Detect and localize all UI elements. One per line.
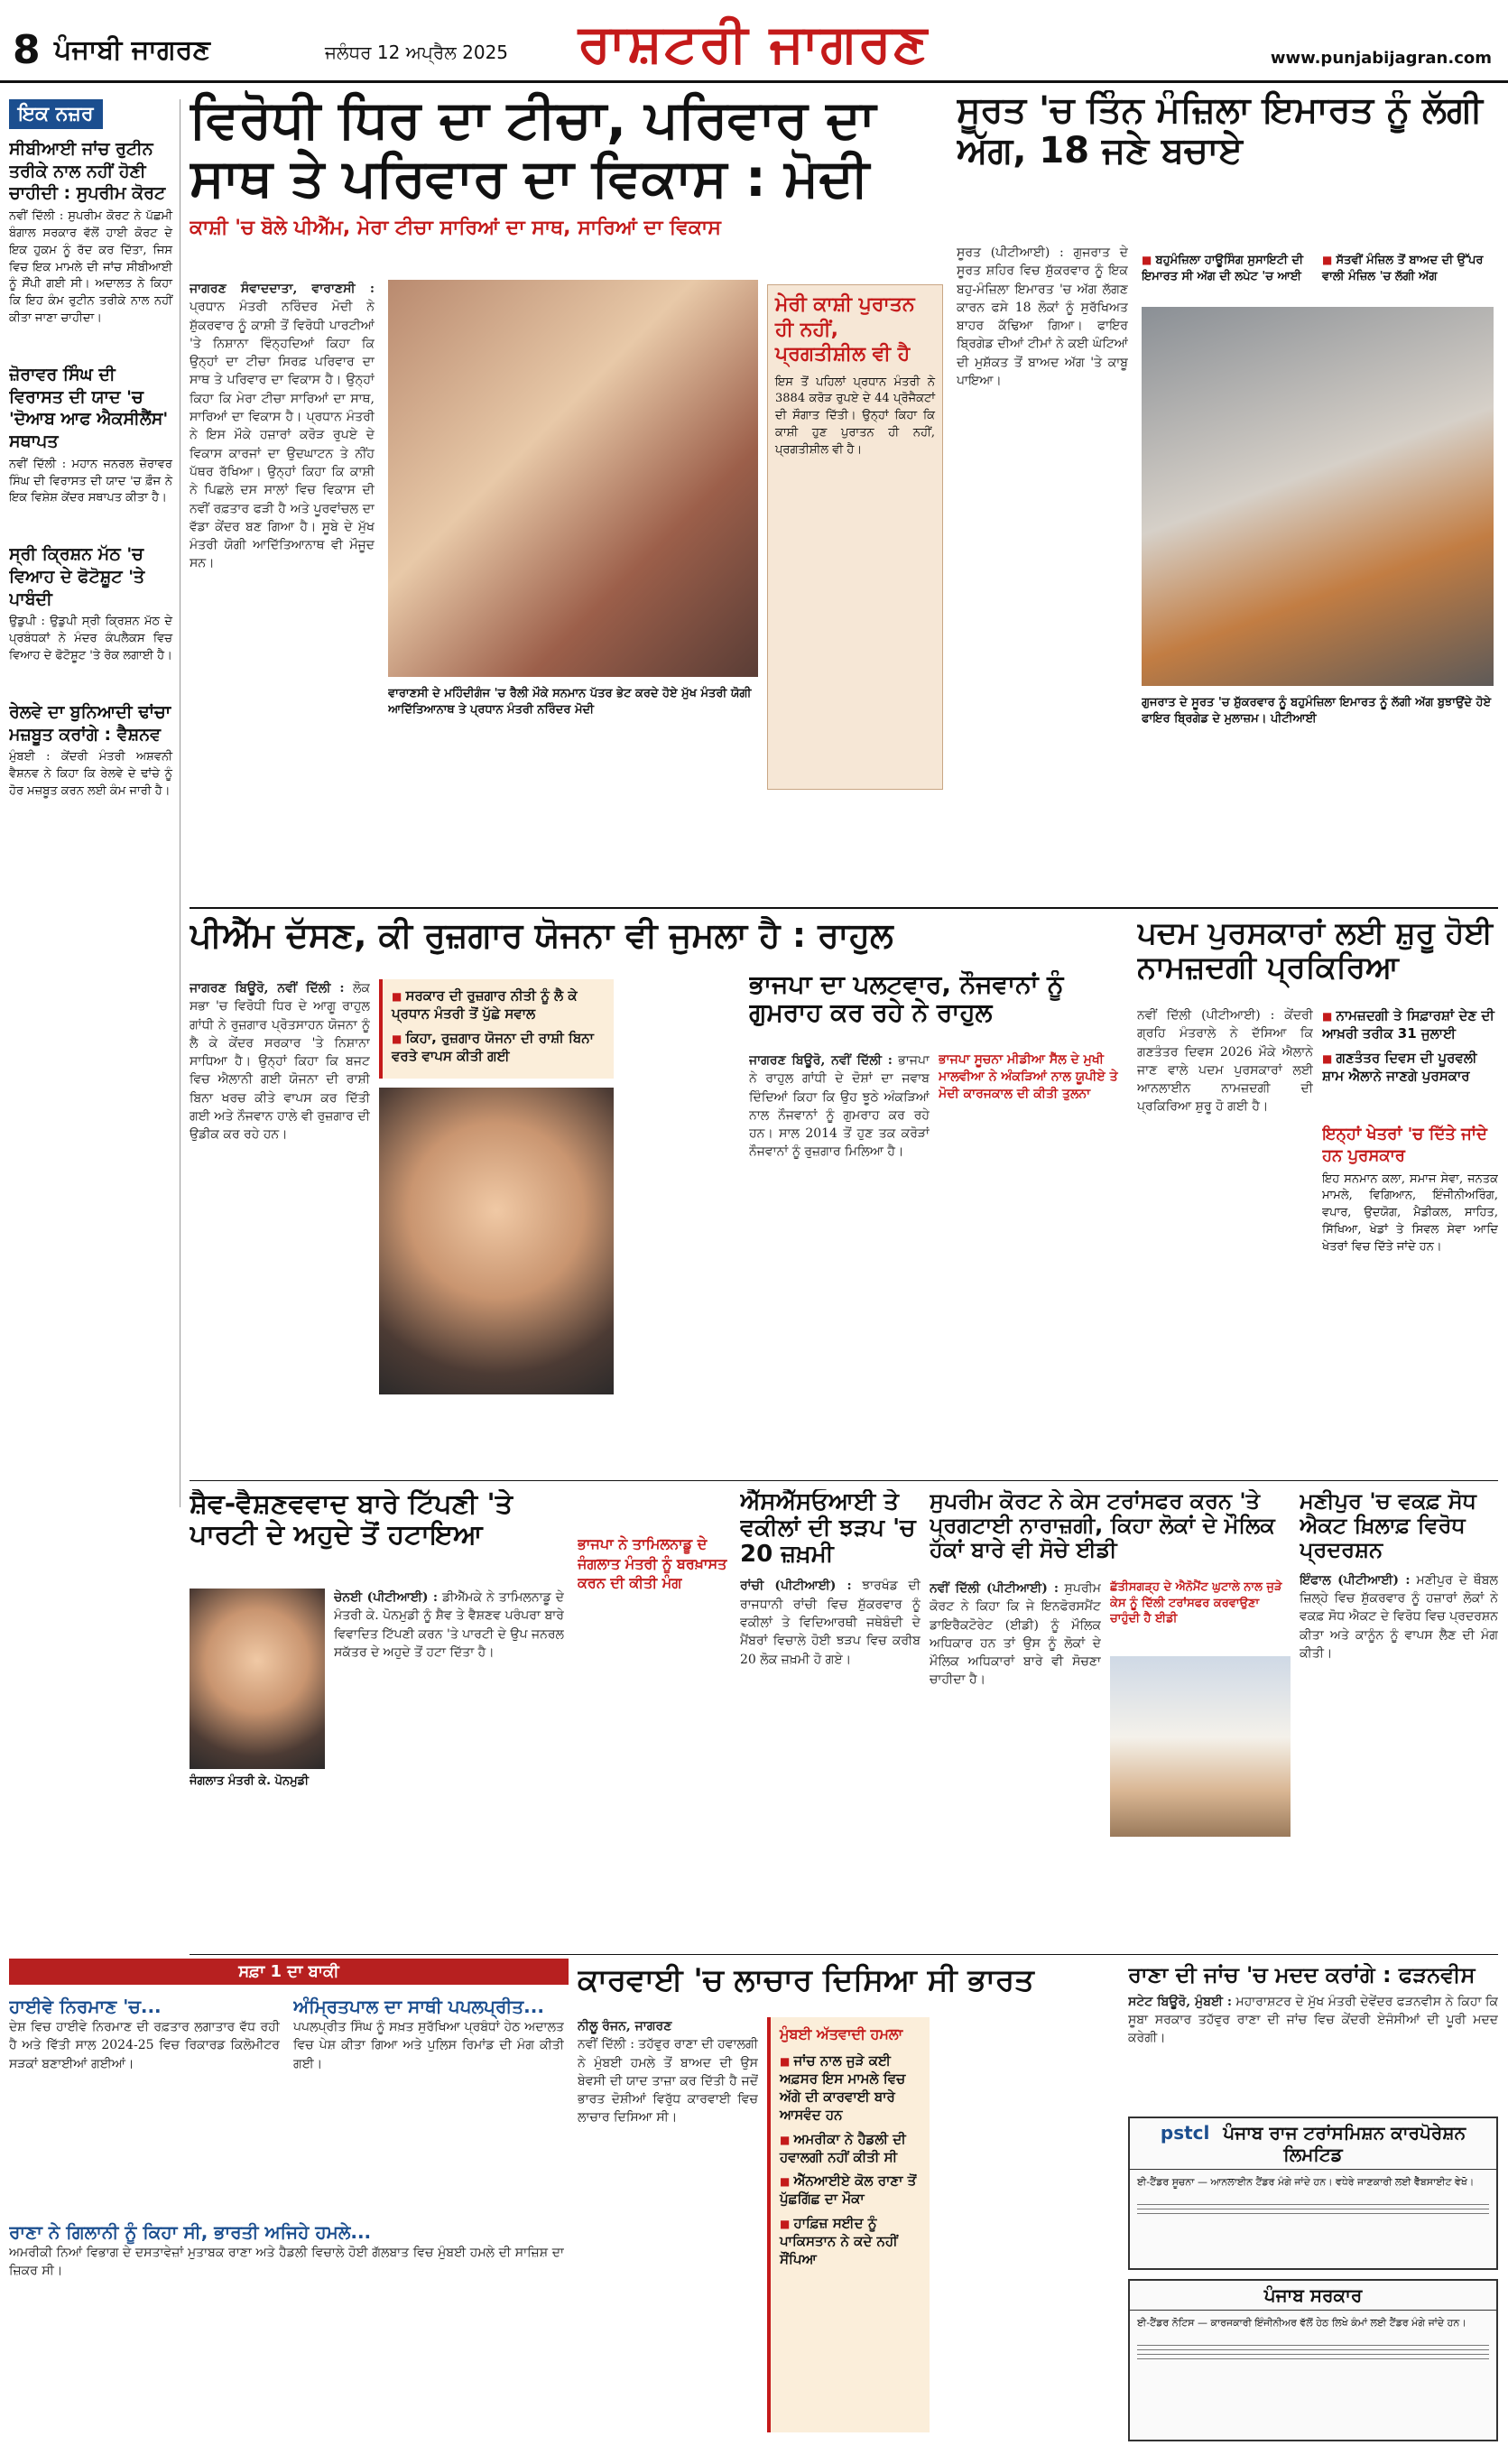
manipur-dateline: ਇੰਫਾਲ (ਪੀਟੀਆਈ) : xyxy=(1300,1572,1411,1588)
brief-item xyxy=(9,364,172,507)
fire-building-photo xyxy=(1142,307,1494,686)
edition-date: ਜਲੰਧਰ 12 ਅਪ੍ਰੈਲ 2025 xyxy=(325,42,509,63)
divider xyxy=(190,907,1498,909)
quote-box xyxy=(767,284,943,790)
rahul-bullet-2: ■ ਕਿਹਾ, ਰੁਜ਼ਗਾਰ ਯੋਜਨਾ ਦੀ ਰਾਸ਼ੀ ਬਿਨਾ ਵਰਤੇ ਵਾਪਸ ਕੀਤੀ ਗਈ xyxy=(392,1029,605,1066)
ed-body-text: ਸੁਪਰੀਮ ਕੋਰਟ ਨੇ ਕਿਹਾ ਕਿ ਜੇ ਇਨਫੋਰਸਮੈਂਟ ਡਾਇਰੈਕਟੋਰੇਟ (ਈਡੀ) ਨੂੰ ਮੌਲਿਕ ਅਧਿਕਾਰ ਹਨ ਤਾਂ ਉਸ ਨੂੰ ਲੋਕਾਂ ਦੇ ਮੌਲਿਕ ਅਧਿਕਾਰਾਂ ਬਾਰੇ ਵੀ ਸੋਚਣਾ ਚਾਹੀਦਾ ਹੈ। xyxy=(930,1581,1101,1688)
rahul-bullet-1: ■ ਸਰਕਾਰ ਦੀ ਰੁਜ਼ਗਾਰ ਨੀਤੀ ਨੂੰ ਲੈ ਕੇ ਪ੍ਰਧਾਨ ਮੰਤਰੀ ਤੋਂ ਪੁੱਛੇ ਸਵਾਲ xyxy=(392,987,605,1024)
ed-body xyxy=(930,1579,1101,1941)
ponmudi-caption: ਜੰਗਲਾਤ ਮੰਤਰੀ ਕੇ. ਪੋਨਮੁਡੀ xyxy=(190,1774,310,1788)
masthead xyxy=(0,0,1508,83)
brief-headline: ਰੇਲਵੇ ਦਾ ਬੁਨਿਆਦੀ ਢਾਂਚਾ ਮਜ਼ਬੂਤ ਕਰਾਂਗੇ : ਵੈਸ਼ਨਵ xyxy=(9,701,171,745)
ik-nazar-column xyxy=(9,99,180,1507)
sso-story xyxy=(740,1489,921,1950)
continued-item xyxy=(9,2220,564,2437)
manipur-headline: ਮਣੀਪੁਰ 'ਚ ਵਕਫ਼ ਸੋਧ ਐਕਟ ਖ਼ਿਲਾਫ਼ ਵਿਰੋਧ ਪ੍ਰਦਰਸ਼ਨ xyxy=(1300,1489,1476,1562)
brief-headline: ਸੀਬੀਆਈ ਜਾਂਚ ਰੁਟੀਨ ਤਰੀਕੇ ਨਾਲ ਨਹੀਂ ਹੋਣੀ ਚਾਹੀਦੀ : ਸੁਪਰੀਮ ਕੋਰਟ xyxy=(9,139,166,204)
ad-title xyxy=(1130,2118,1496,2170)
ad-title-2: ਪੰਜਾਬ ਸਰਕਾਰ xyxy=(1130,2281,1496,2311)
padma-headline: ਪਦਮ ਪੁਰਸਕਾਰਾਂ ਲਈ ਸ਼ੁਰੂ ਹੋਈ ਨਾਮਜ਼ਦਗੀ ਪ੍ਰਕਿਰਿਆ xyxy=(1137,916,1494,987)
brief-item xyxy=(9,543,172,665)
lead-dateline: ਜਾਗਰਣ ਸੰਵਾਦਦਾਤਾ, ਵਾਰਾਣਸੀ : xyxy=(190,282,375,296)
fire-label-2: ■ ਸੱਤਵੀਂ ਮੰਜ਼ਿਲ ਤੋਂ ਬਾਅਦ ਦੀ ਉੱਪਰ ਵਾਲੀ ਮੰਜ਼ਿਲ 'ਚ ਲੱਗੀ ਅੱਗ xyxy=(1322,253,1494,284)
shaiv-story xyxy=(190,1489,569,1950)
rahul-bullets xyxy=(379,979,614,1079)
rahul-photo xyxy=(379,1088,614,1394)
rebuttal-headline: ਭਾਜਪਾ ਦਾ ਪਲਟਵਾਰ, ਨੌਜਵਾਨਾਂ ਨੂੰ ਗੁਮਰਾਹ ਕਰ ਰਹੇ ਨੇ ਰਾਹੁਲ xyxy=(749,970,1064,1028)
govt-ad xyxy=(1128,2279,1498,2441)
continued-body: ਪਪਲਪ੍ਰੀਤ ਸਿੰਘ ਨੂੰ ਸਖ਼ਤ ਸੁਰੱਖਿਆ ਪ੍ਰਬੰਧਾਂ ਹੇਠ ਅਦਾਲਤ ਵਿਚ ਪੇਸ਼ ਕੀਤਾ ਗਿਆ ਅਤੇ ਪੁਲਿਸ ਰਿਮਾਂਡ ਦੀ ਮੰਗ ਕੀਤੀ ਗਈ। xyxy=(293,2020,564,2071)
ad-body-2: ਈ-ਟੈਂਡਰ ਨੋਟਿਸ — ਕਾਰਜਕਾਰੀ ਇੰਜੀਨੀਅਰ ਵੱਲੋਂ ਹੇਠ ਲਿਖੇ ਕੰਮਾਂ ਲਈ ਟੈਂਡਰ ਮੰਗੇ ਜਾਂਦੇ ਹਨ। xyxy=(1137,2317,1466,2329)
rebuttal-body-text: ਭਾਜਪਾ ਨੇ ਰਾਹੁਲ ਗਾਂਧੀ ਦੇ ਦੋਸ਼ਾਂ ਦਾ ਜਵਾਬ ਦਿੰਦਿਆਂ ਕਿਹਾ ਕਿ ਉਹ ਝੂਠੇ ਅੰਕੜਿਆਂ ਨਾਲ ਨੌਜਵਾਨਾਂ ਨੂੰ ਗੁਮਰਾਹ ਕਰ ਰਹੇ ਹਨ। ਸਾਲ 2014 ਤੋਂ ਹੁਣ ਤਕ ਕਰੋੜਾਂ ਨੌਜਵਾਨਾਂ ਨੂੰ ਰੁਜ਼ਗਾਰ ਮਿਲਿਆ ਹੈ। xyxy=(749,1053,930,1160)
lead-subhead: ਕਾਸ਼ੀ 'ਚ ਬੋਲੇ ਪੀਐੱਮ, ਮੇਰਾ ਟੀਚਾ ਸਾਰਿਆਂ ਦਾ ਸਾਥ, ਸਾਰਿਆਂ ਦਾ ਵਿਕਾਸ xyxy=(190,216,721,239)
fire-label-1: ■ ਬਹੁਮੰਜ਼ਿਲਾ ਹਾਊਸਿੰਗ ਸੁਸਾਇਟੀ ਦੀ ਇਮਾਰਤ ਸੀ ਅੱਗ ਦੀ ਲਪੇਟ 'ਚ ਆਈ xyxy=(1142,253,1313,284)
ed-photo-label: ਛੱਤੀਸਗੜ੍ਹ ਦੇ ਐਨੋਮੈਂਟ ਘੁਟਾਲੇ ਨਾਲ ਜੁੜੇ ਕੇਸ ਨੂੰ ਦਿੱਲੀ ਟਰਾਂਸਫਰ ਕਰਵਾਉਣਾ ਚਾਹੁੰਦੀ ਹੈ ਈਡੀ xyxy=(1110,1580,1282,1626)
mumbai-box-item: ■ ਅਮਰੀਕਾ ਨੇ ਹੈਡਲੀ ਦੀ ਹਵਾਲਗੀ ਨਹੀਂ ਕੀਤੀ ਸੀ xyxy=(780,2130,921,2167)
pstcl-ad xyxy=(1128,2117,1498,2270)
brand-small: ਪੰਜਾਬੀ ਜਾਗਰਣ xyxy=(54,34,210,66)
quote-body: ਇਸ ਤੋਂ ਪਹਿਲਾਂ ਪ੍ਰਧਾਨ ਮੰਤਰੀ ਨੇ 3884 ਕਰੋੜ ਰੁਪਏ ਦੇ 44 ਪ੍ਰੋਜੈਕਟਾਂ ਦੀ ਸੌਗਾਤ ਦਿੱਤੀ। ਉਨ੍ਹਾਂ ਕਿਹਾ ਕਿ ਕਾਸ਼ੀ ਹੁਣ ਪੁਰਾਤਨ ਹੀ ਨਹੀਂ, ਪ੍ਰਗਤੀਸ਼ੀਲ ਵੀ ਹੈ। xyxy=(775,375,935,457)
section-title: ਇਕ ਨਜ਼ਰ xyxy=(9,99,103,129)
ed-dateline: ਨਵੀਂ ਦਿੱਲੀ (ਪੀਟੀਆਈ) : xyxy=(930,1581,1059,1596)
padma-box-title: ਇਨ੍ਹਾਂ ਖੇਤਰਾਂ 'ਚ ਦਿੱਤੇ ਜਾਂਦੇ ਹਨ ਪੁਰਸਕਾਰ xyxy=(1322,1125,1487,1166)
brief-item xyxy=(9,138,172,328)
shaiv-side xyxy=(578,1534,731,1715)
continued-stories xyxy=(9,1995,569,2446)
mumbai-box-title: ਮੁੰਬਈ ਅੱਤਵਾਦੀ ਹਮਲਾ xyxy=(780,2025,903,2043)
padma-body: ਨਵੀਂ ਦਿੱਲੀ (ਪੀਟੀਆਈ) : ਕੇਂਦਰੀ ਗ੍ਰਹਿ ਮੰਤਰਾਲੇ ਨੇ ਦੱਸਿਆ ਕਿ ਗਣਤੰਤਰ ਦਿਵਸ 2026 ਮੌਕੇ ਐਲਾਨੇ ਜਾਣ ਵਾਲੇ ਪਦਮ ਪੁਰਸਕਾਰਾਂ ਲਈ ਆਨਲਾਈਨ ਨਾਮਜ਼ਦਗੀ ਦੀ ਪ੍ਰਕਿਰਿਆ ਸ਼ੁਰੂ ਹੋ ਗਈ ਹੈ। xyxy=(1137,1008,1313,1115)
rana-body xyxy=(1128,1993,1498,2048)
supreme-court-photo xyxy=(1110,1656,1291,1837)
continued-item xyxy=(293,1995,564,2211)
rahul-headline: ਪੀਐੱਮ ਦੱਸਣ, ਕੀ ਰੁਜ਼ਗਾਰ ਯੋਜਨਾ ਵੀ ਜੁਮਲਾ ਹੈ : ਰਾਹੁਲ xyxy=(190,916,893,955)
karwai-story xyxy=(578,1963,1119,2450)
padma-story xyxy=(1137,916,1498,1476)
continued-body: ਦੇਸ਼ ਵਿਚ ਹਾਈਵੇ ਨਿਰਮਾਣ ਦੀ ਰਫ਼ਤਾਰ ਲਗਾਤਾਰ ਵੱਧ ਰਹੀ ਹੈ ਅਤੇ ਵਿੱਤੀ ਸਾਲ 2024-25 ਵਿਚ ਰਿਕਾਰਡ ਕਿਲੋਮੀਟਰ ਸੜਕਾਂ ਬਣਾਈਆਂ ਗਈਆਂ। xyxy=(9,2020,280,2071)
rahul-body xyxy=(190,979,370,1467)
section-brand: ਰਾਸ਼ਟਰੀ ਜਾਗਰਣ xyxy=(578,13,930,74)
brief-item xyxy=(9,701,172,801)
manipur-body-text: ਮਣੀਪੁਰ ਦੇ ਥੌਬਲ ਜ਼ਿਲ੍ਹੇ ਵਿਚ ਸ਼ੁੱਕਰਵਾਰ ਨੂੰ ਹਜ਼ਾਰਾਂ ਲੋਕਾਂ ਨੇ ਵਕਫ਼ ਸੋਧ ਐਕਟ ਦੇ ਵਿਰੋਧ ਵਿਚ ਪ੍ਰਦਰਸ਼ਨ ਕੀਤਾ ਅਤੇ ਕਾਨੂੰਨ ਨੂੰ ਵਾਪਸ ਲੈਣ ਦੀ ਮੰਗ ਕੀਤੀ। xyxy=(1300,1572,1498,1661)
continued-band xyxy=(9,1959,569,1986)
ad-table-2 xyxy=(1130,2336,1496,2368)
rana-story xyxy=(1128,1963,1498,2107)
page-number: 8 xyxy=(13,27,41,73)
sso-body-text: ਝਾਰਖੰਡ ਦੀ ਰਾਜਧਾਨੀ ਰਾਂਚੀ ਵਿਚ ਸ਼ੁੱਕਰਵਾਰ ਨੂੰ ਵਕੀਲਾਂ ਤੇ ਵਿਦਿਆਰਥੀ ਜਥੇਬੰਦੀ ਦੇ ਮੈਂਬਰਾਂ ਵਿਚਾਲੇ ਹੋਈ ਝੜਪ ਵਿਚ ਕਰੀਬ 20 ਲੋਕ ਜ਼ਖ਼ਮੀ ਹੋ ਗਏ। xyxy=(740,1579,921,1667)
karwai-body-text: ਨਵੀਂ ਦਿੱਲੀ : ਤਹੱਵੁਰ ਰਾਣਾ ਦੀ ਹਵਾਲਗੀ ਨੇ ਮੁੰਬਈ ਹਮਲੇ ਤੋਂ ਬਾਅਦ ਦੀ ਉਸ ਬੇਵਸੀ ਦੀ ਯਾਦ ਤਾਜ਼ਾ ਕਰ ਦਿੱਤੀ ਹੈ ਜਦੋਂ ਭਾਰਤ ਦੋਸ਼ੀਆਂ ਵਿਰੁੱਧ ਕਾਰਵਾਈ ਵਿਚ ਲਾਚਾਰ ਦਿਸਿਆ ਸੀ। xyxy=(578,2037,758,2126)
continued-headline: ਰਾਣਾ ਨੇ ਗਿਲਾਨੀ ਨੂੰ ਕਿਹਾ ਸੀ, ਭਾਰਤੀ ਅਜਿਹੇ ਹਮਲੇ... xyxy=(9,2221,372,2243)
mumbai-box-item: ■ ਜਾਂਚ ਨਾਲ ਜੁੜੇ ਕਈ ਅਫ਼ਸਰ ਇਸ ਮਾਮਲੇ ਵਿਚ ਅੱਗੇ ਦੀ ਕਾਰਵਾਈ ਬਾਰੇ ਆਸਵੰਦ ਹਨ xyxy=(780,2052,921,2125)
lead-body xyxy=(190,280,375,785)
padma-bullet-2: ■ ਗਣਤੰਤਰ ਦਿਵਸ ਦੀ ਪੂਰਵਲੀ ਸ਼ਾਮ ਐਲਾਨੇ ਜਾਣਗੇ ਪੁਰਸਕਾਰ xyxy=(1322,1049,1498,1086)
rahul-dateline: ਜਾਗਰਣ ਬਿਊਰੋ, ਨਵੀਂ ਦਿੱਲੀ : xyxy=(190,981,345,996)
karwai-headline: ਕਾਰਵਾਈ 'ਚ ਲਾਚਾਰ ਦਿਸਿਆ ਸੀ ਭਾਰਤ xyxy=(578,1963,1034,1998)
sso-headline: ਐੱਸਐੱਸਓਆਈ ਤੇ ਵਕੀਲਾਂ ਦੀ ਝੜਪ 'ਚ 20 ਜ਼ਖ਼ਮੀ xyxy=(740,1489,916,1569)
mumbai-box-item: ■ ਐੱਨਆਈਏ ਕੋਲ ਰਾਣਾ ਤੋਂ ਪੁੱਛਗਿੱਛ ਦਾ ਮੌਕਾ xyxy=(780,2172,921,2209)
quote-title: ਮੇਰੀ ਕਾਸ਼ੀ ਪੁਰਾਤਨ ਹੀ ਨਹੀਂ, ਪ੍ਰਗਤੀਸ਼ੀਲ ਵੀ ਹੈ xyxy=(775,293,915,366)
site-url[interactable]: www.punjabijagran.com xyxy=(1270,49,1492,68)
ed-story xyxy=(930,1489,1291,1950)
brief-body: ਉਡੁਪੀ : ਉਡੁਪੀ ਸ੍ਰੀ ਕ੍ਰਿਸ਼ਨ ਮੱਠ ਦੇ ਪ੍ਰਬੰਧਕਾਂ ਨੇ ਮੰਦਰ ਕੰਪਲੈਕਸ ਵਿਚ ਵਿਆਹ ਦੇ ਫੋਟੋਸ਼ੂਟ 'ਤੇ ਰੋਕ ਲਗਾਈ ਹੈ। xyxy=(9,615,172,662)
padma-bullets xyxy=(1322,1006,1498,1115)
fire-body: ਸੂਰਤ (ਪੀਟੀਆਈ) : ਗੁਜਰਾਤ ਦੇ ਸੂਰਤ ਸ਼ਹਿਰ ਵਿਚ ਸ਼ੁੱਕਰਵਾਰ ਨੂੰ ਇਕ ਬਹੁ-ਮੰਜ਼ਿਲਾ ਇਮਾਰਤ 'ਚ ਅੱਗ ਲੱਗਣ ਕਾਰਨ ਫਸੇ 18 ਲੋਕਾਂ ਨੂੰ ਸੁਰੱਖਿਅਤ ਬਾਹਰ ਕੱਢਿਆ ਗਿਆ। ਫਾਇਰ ਬ੍ਰਿਗੇਡ ਦੀਆਂ ਟੀਮਾਂ ਨੇ ਕਈ ਘੰਟਿਆਂ ਦੀ ਮੁਸ਼ੱਕਤ ਤੋਂ ਬਾਅਦ ਅੱਗ 'ਤੇ ਕਾਬੂ ਪਾਇਆ। xyxy=(957,245,1128,389)
padma-box xyxy=(1322,1124,1498,1358)
brief-headline: ਸ੍ਰੀ ਕ੍ਰਿਸ਼ਨ ਮੱਠ 'ਚ ਵਿਆਹ ਦੇ ਫੋਟੋਸ਼ੂਟ 'ਤੇ ਪਾਬੰਦੀ xyxy=(9,544,145,609)
continued-body: ਅਮਰੀਕੀ ਨਿਆਂ ਵਿਭਾਗ ਦੇ ਦਸਤਾਵੇਜ਼ਾਂ ਮੁਤਾਬਕ ਰਾਣਾ ਅਤੇ ਹੈਡਲੀ ਵਿਚਾਲੇ ਹੋਈ ਗੱਲਬਾਤ ਵਿਚ ਮੁੰਬਈ ਹਮਲੇ ਦੀ ਸਾਜ਼ਿਸ਼ ਦਾ ਜ਼ਿਕਰ ਸੀ। xyxy=(9,2246,564,2279)
continued-headline: ਹਾਈਵੇ ਨਿਰਮਾਣ 'ਚ... xyxy=(9,1996,162,2017)
rana-headline: ਰਾਣਾ ਦੀ ਜਾਂਚ 'ਚ ਮਦਦ ਕਰਾਂਗੇ : ਫੜਨਵੀਸ xyxy=(1128,1963,1476,1987)
shaiv-body xyxy=(334,1589,564,1941)
lead-headline: ਵਿਰੋਧੀ ਧਿਰ ਦਾ ਟੀਚਾ, ਪਰਿਵਾਰ ਦਾ ਸਾਥ ਤੇ ਪਰਿਵਾਰ ਦਾ ਵਿਕਾਸ : ਮੋਦੀ xyxy=(190,90,876,208)
fire-story xyxy=(957,90,1498,866)
fire-labels xyxy=(1142,253,1494,298)
mumbai-box-item: ■ ਹਾਫ਼ਿਜ਼ ਸਈਦ ਨੂੰ ਪਾਕਿਸਤਾਨ ਨੇ ਕਦੇ ਨਹੀਂ ਸੌਂਪਿਆ xyxy=(780,2214,921,2269)
rana-body-text: ਮਹਾਰਾਸ਼ਟਰ ਦੇ ਮੁੱਖ ਮੰਤਰੀ ਦੇਵੇਂਦਰ ਫੜਨਵੀਸ ਨੇ ਕਿਹਾ ਕਿ ਸੂਬਾ ਸਰਕਾਰ ਤਹੱਵੁਰ ਰਾਣਾ ਦੀ ਜਾਂਚ ਵਿਚ ਕੇਂਦਰੀ ਏਜੰਸੀਆਂ ਦੀ ਪੂਰੀ ਮਦਦ ਕਰੇਗੀ। xyxy=(1128,1994,1498,2046)
rebuttal-body xyxy=(749,1051,930,1467)
rebuttal-dateline: ਜਾਗਰਣ ਬਿਊਰੋ, ਨਵੀਂ ਦਿੱਲੀ : xyxy=(749,1053,893,1068)
karwai-body xyxy=(578,2017,758,2441)
divider xyxy=(190,1954,1498,1955)
padma-box-body: ਇਹ ਸਨਮਾਨ ਕਲਾ, ਸਮਾਜ ਸੇਵਾ, ਜਨਤਕ ਮਾਮਲੇ, ਵਿਗਿਆਨ, ਇੰਜੀਨੀਅਰਿੰਗ, ਵਪਾਰ, ਉਦਯੋਗ, ਮੈਡੀਕਲ, ਸਾਹਿਤ, ਸਿੱਖਿਆ, ਖੇਡਾਂ ਤੇ ਸਿਵਲ ਸੇਵਾ ਆਦਿ ਖੇਤਰਾਂ ਵਿਚ ਦਿੱਤੇ ਜਾਂਦੇ ਹਨ। xyxy=(1322,1172,1498,1254)
bjp-rebuttal xyxy=(749,970,1128,1476)
padma-bullet-1: ■ ਨਾਮਜ਼ਦਗੀ ਤੇ ਸਿਫ਼ਾਰਸ਼ਾਂ ਦੇਣ ਦੀ ਆਖ਼ਰੀ ਤਰੀਕ 31 ਜੁਲਾਈ xyxy=(1322,1006,1498,1043)
ponmudi-photo xyxy=(190,1589,325,1769)
manipur-body xyxy=(1300,1571,1498,1663)
continued-label: ਸਫ਼ਾ 1 ਦਾ ਬਾਕੀ xyxy=(9,1959,569,1985)
shaiv-headline: ਸ਼ੈਵ-ਵੈਸ਼ਣਵਵਾਦ ਬਾਰੇ ਟਿੱਪਣੀ 'ਤੇ ਪਾਰਟੀ ਦੇ ਅਹੁਦੇ ਤੋਂ ਹਟਾਇਆ xyxy=(190,1489,513,1551)
ed-headline: ਸੁਪਰੀਮ ਕੋਰਟ ਨੇ ਕੇਸ ਟਰਾਂਸਫਰ ਕਰਨ 'ਤੇ ਪ੍ਰਗਟਾਈ ਨਾਰਾਜ਼ਗੀ, ਕਿਹਾ ਲੋਕਾਂ ਦੇ ਮੌਲਿਕ ਹੱਕਾਂ ਬਾਰੇ ਵੀ ਸੋਚੇ ਈਡੀ xyxy=(930,1489,1275,1562)
brief-body: ਨਵੀਂ ਦਿੱਲੀ : ਸੁਪਰੀਮ ਕੋਰਟ ਨੇ ਪੱਛਮੀ ਬੰਗਾਲ ਸਰਕਾਰ ਵੱਲੋਂ ਹਾਈ ਕੋਰਟ ਦੇ ਇਕ ਹੁਕਮ ਨੂੰ ਰੱਦ ਕਰ ਦਿੱਤਾ, ਜਿਸ ਵਿਚ ਇਕ ਮਾਮਲੇ ਦੀ ਜਾਂਚ ਸੀਬੀਆਈ ਨੂੰ ਸੌਂਪੀ ਗਈ ਸੀ। ਅਦਾਲਤ ਨੇ ਕਿਹਾ ਕਿ ਇਹ ਕੰਮ ਰੁਟੀਨ ਤਰੀਕੇ ਨਾਲ ਨਹੀਂ ਕੀਤਾ ਜਾਣਾ ਚਾਹੀਦਾ। xyxy=(9,209,172,326)
fire-headline: ਸੂਰਤ 'ਚ ਤਿੰਨ ਮੰਜ਼ਿਲਾ ਇਮਾਰਤ ਨੂੰ ਲੱਗੀ ਅੱਗ, 18 ਜਣੇ ਬਚਾਏ xyxy=(957,90,1483,171)
brief-headline: ਜ਼ੋਰਾਵਰ ਸਿੰਘ ਦੀ ਵਿਰਾਸਤ ਦੀ ਯਾਦ 'ਚ 'ਦੋਆਬ ਆਫ ਐਕਸੀਲੈਂਸ' ਸਥਾਪਤ xyxy=(9,364,169,452)
continued-item xyxy=(9,1995,280,2211)
shaiv-body-text: ਡੀਐੱਮਕੇ ਨੇ ਤਾਮਿਲਨਾਡੂ ਦੇ ਮੰਤਰੀ ਕੇ. ਪੋਨਮੁਡੀ ਨੂੰ ਸ਼ੈਵ ਤੇ ਵੈਸ਼ਣਵ ਪਰੰਪਰਾ ਬਾਰੇ ਵਿਵਾਦਿਤ ਟਿੱਪਣੀ ਕਰਨ 'ਤੇ ਪਾਰਟੀ ਦੇ ਉਪ ਜਨਰਲ ਸਕੱਤਰ ਦੇ ਅਹੁਦੇ ਤੋਂ ਹਟਾ ਦਿੱਤਾ ਹੈ। xyxy=(334,1590,564,1660)
ad-table xyxy=(1130,2195,1496,2223)
manipur-story xyxy=(1300,1489,1498,1950)
sso-body xyxy=(740,1577,921,1668)
continued-headline: ਅੰਮ੍ਰਿਤਪਾਲ ਦਾ ਸਾਥੀ ਪਪਲਪ੍ਰੀਤ... xyxy=(293,1996,544,2017)
sso-dateline: ਰਾਂਚੀ (ਪੀਟੀਆਈ) : xyxy=(740,1579,852,1594)
ad-logo: pstcl xyxy=(1160,2122,1210,2144)
fire-photo-caption: ਗੁਜਰਾਤ ਦੇ ਸੂਰਤ 'ਚ ਸ਼ੁੱਕਰਵਾਰ ਨੂੰ ਬਹੁਮੰਜ਼ਿਲਾ ਇਮਾਰਤ ਨੂੰ ਲੱਗੀ ਅੱਗ ਬੁਝਾਉਂਦੇ ਹੋਏ ਫਾਇਰ ਬ੍ਰਿਗੇਡ ਦੇ ਮੁਲਾਜ਼ਮ। ਪੀਟੀਆਈ xyxy=(1142,696,1492,727)
ad-title-text: ਪੰਜਾਬ ਰਾਜ ਟਰਾਂਸਮਿਸ਼ਨ ਕਾਰਪੋਰੇਸ਼ਨ ਲਿਮਟਿਡ xyxy=(1223,2122,1466,2165)
divider xyxy=(190,1480,1498,1481)
rahul-body-text: ਲੋਕ ਸਭਾ 'ਚ ਵਿਰੋਧੀ ਧਿਰ ਦੇ ਆਗੂ ਰਾਹੁਲ ਗਾਂਧੀ ਨੇ ਰੁਜ਼ਗਾਰ ਪ੍ਰੋਤਸਾਹਨ ਯੋਜਨਾ ਨੂੰ ਲੈ ਕੇ ਕੇਂਦਰ ਸਰਕਾਰ 'ਤੇ ਨਿਸ਼ਾਨਾ ਸਾਧਿਆ ਹੈ। ਉਨ੍ਹਾਂ ਕਿਹਾ ਕਿ ਬਜਟ ਵਿਚ ਐਲਾਨੀ ਗਈ ਯੋਜਨਾ ਦੀ ਰਾਸ਼ੀ ਬਿਨਾ ਖਰਚ ਕੀਤੇ ਵਾਪਸ ਕਰ ਦਿੱਤੀ ਗਈ ਅਤੇ ਨੌਜਵਾਨ ਹਾਲੇ ਵੀ ਰੁਜ਼ਗਾਰ ਦੀ ਉਡੀਕ ਕਰ ਰਹੇ ਹਨ। xyxy=(190,981,370,1143)
brief-body: ਨਵੀਂ ਦਿੱਲੀ : ਮਹਾਨ ਜਨਰਲ ਜ਼ੋਰਾਵਰ ਸਿੰਘ ਦੀ ਵਿਰਾਸਤ ਦੀ ਯਾਦ 'ਚ ਫ਼ੌਜ ਨੇ ਇਕ ਵਿਸ਼ੇਸ਼ ਕੇਂਦਰ ਸਥਾਪਤ ਕੀਤਾ ਹੈ। xyxy=(9,457,172,505)
shaiv-dateline: ਚੇਨਈ (ਪੀਟੀਆਈ) : xyxy=(334,1590,439,1605)
karwai-dateline: ਨੀਲੂ ਰੰਜਨ, ਜਾਗਰਣ xyxy=(578,2019,672,2033)
rebuttal-bullet: ਭਾਜਪਾ ਸੂਚਨਾ ਮੀਡੀਆ ਸੈੱਲ ਦੇ ਮੁਖੀ ਮਾਲਵੀਆ ਨੇ ਅੰਕੜਿਆਂ ਨਾਲ ਯੂਪੀਏ ਤੇ ਮੋਦੀ ਕਾਰਜਕਾਲ ਦੀ ਕੀਤੀ ਤੁਲਨਾ xyxy=(939,1052,1118,1101)
modi-rally-photo xyxy=(388,280,758,677)
lead-body-text: ਪ੍ਰਧਾਨ ਮੰਤਰੀ ਨਰਿੰਦਰ ਮੋਦੀ ਨੇ ਸ਼ੁੱਕਰਵਾਰ ਨੂੰ ਕਾਸ਼ੀ ਤੋਂ ਵਿਰੋਧੀ ਪਾਰਟੀਆਂ 'ਤੇ ਨਿਸ਼ਾਨਾ ਵਿੰਨ੍ਹਦਿਆਂ ਕਿਹਾ ਕਿ ਉਨ੍ਹਾਂ ਦਾ ਟੀਚਾ ਸਿਰਫ਼ ਪਰਿਵਾਰ ਦਾ ਸਾਥ ਤੇ ਪਰਿਵਾਰ ਦਾ ਵਿਕਾਸ ਹੈ। ਉਨ੍ਹਾਂ ਕਿਹਾ ਕਿ ਮੇਰਾ ਟੀਚਾ ਸਾਰਿਆਂ ਦਾ ਸਾਥ, ਸਾਰਿਆਂ ਦਾ ਵਿਕਾਸ ਹੈ। ਪ੍ਰਧਾਨ ਮੰਤਰੀ ਨੇ ਇਸ ਮੌਕੇ ਹਜ਼ਾਰਾਂ ਕਰੋੜ ਰੁਪਏ ਦੇ ਵਿਕਾਸ ਕਾਰਜਾਂ ਦਾ ਉਦਘਾਟਨ ਤੇ ਨੀਂਹ ਪੱਥਰ ਰੱਖਿਆ। ਉਨ੍ਹਾਂ ਕਿਹਾ ਕਿ ਕਾਸ਼ੀ ਨੇ ਪਿਛਲੇ ਦਸ ਸਾਲਾਂ ਵਿਚ ਵਿਕਾਸ ਦੀ ਨਵੀਂ ਰਫ਼ਤਾਰ ਫੜੀ ਹੈ ਅਤੇ ਪੂਰਵਾਂਚਲ ਦਾ ਵੱਡਾ ਕੇਂਦਰ ਬਣ ਗਿਆ ਹੈ। ਸੂਬੇ ਦੇ ਮੁੱਖ ਮੰਤਰੀ ਯੋਗੀ ਆਦਿੱਤਿਆਨਾਥ ਵੀ ਮੌਜੂਦ ਸਨ। xyxy=(190,300,375,571)
shaiv-side-head: ਭਾਜਪਾ ਨੇ ਤਾਮਿਲਨਾਡੂ ਦੇ ਜੰਗਲਾਤ ਮੰਤਰੀ ਨੂੰ ਬਰਖ਼ਾਸਤ ਕਰਨ ਦੀ ਕੀਤੀ ਮੰਗ xyxy=(578,1535,727,1592)
brief-body: ਮੁੰਬਈ : ਕੇਂਦਰੀ ਮੰਤਰੀ ਅਸ਼ਵਨੀ ਵੈਸ਼ਨਵ ਨੇ ਕਿਹਾ ਕਿ ਰੇਲਵੇ ਦੇ ਢਾਂਚੇ ਨੂੰ ਹੋਰ ਮਜ਼ਬੂਤ ਕਰਨ ਲਈ ਕੰਮ ਜਾਰੀ ਹੈ। xyxy=(9,750,172,798)
ad-body: ਈ-ਟੈਂਡਰ ਸੂਚਨਾ — ਆਨਲਾਈਨ ਟੈਂਡਰ ਮੰਗੇ ਜਾਂਦੇ ਹਨ। ਵਧੇਰੇ ਜਾਣਕਾਰੀ ਲਈ ਵੈੱਬਸਾਈਟ ਵੇਖੋ। xyxy=(1137,2176,1475,2188)
lead-story xyxy=(190,90,948,903)
lead-photo-caption: ਵਾਰਾਣਸੀ ਦੇ ਮਹਿੰਦੀਗੰਜ 'ਚ ਰੈਲੀ ਮੌਕੇ ਸਨਮਾਨ ਪੱਤਰ ਭੇਟ ਕਰਦੇ ਹੋਏ ਮੁੱਖ ਮੰਤਰੀ ਯੋਗੀ ਆਦਿੱਤਿਆਨਾਥ ਤੇ ਪ੍ਰਧਾਨ ਮੰਤਰੀ ਨਰਿੰਦਰ ਮੋਦੀ xyxy=(388,687,752,718)
mumbai-attack-box xyxy=(767,2017,930,2432)
rana-dateline: ਸਟੇਟ ਬਿਊਰੋ, ਮੁੰਬਈ : xyxy=(1128,1994,1233,2009)
